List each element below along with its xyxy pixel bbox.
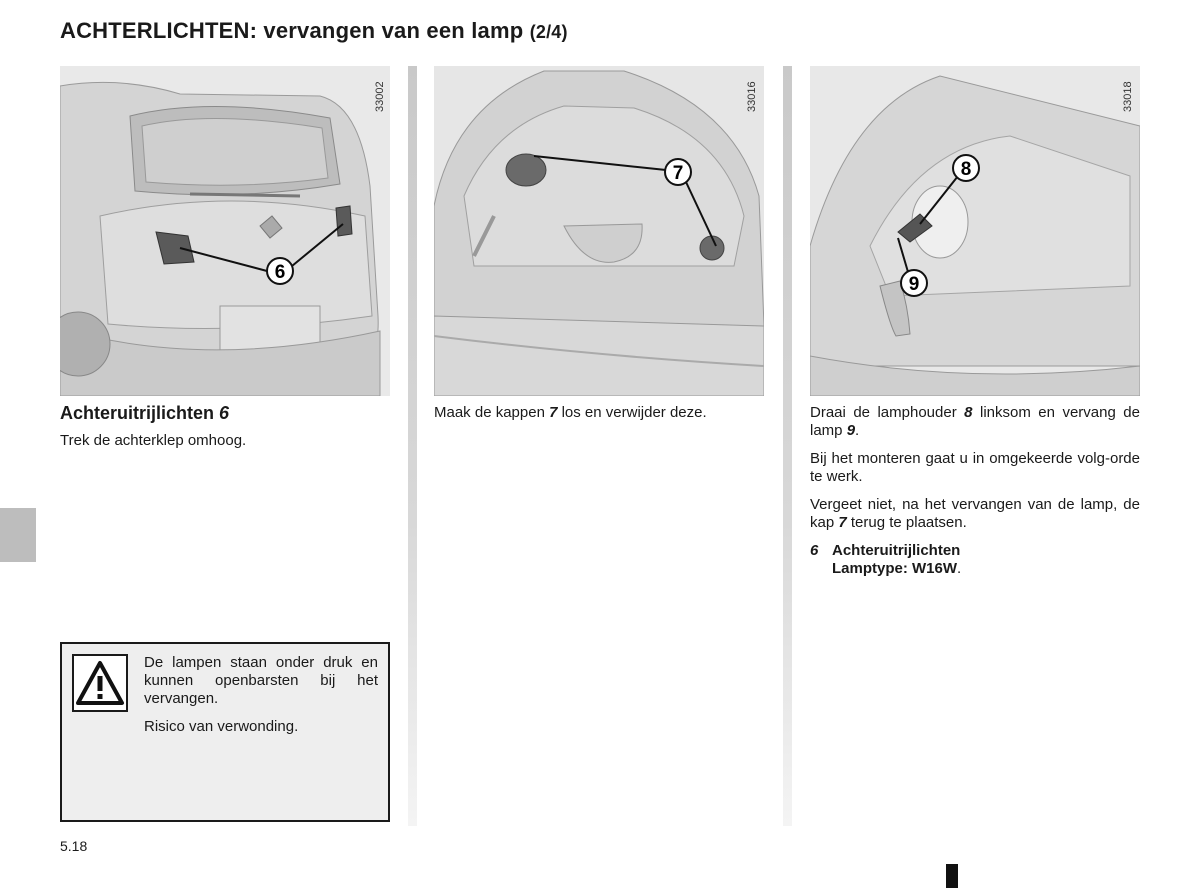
ref-number: 7 [838,514,847,531]
figure-code: 33018 [1122,81,1134,112]
legend-text [832,542,961,578]
page-title-part: (2/4) [529,22,568,42]
text-run: Maak de kappen [434,404,550,421]
legend-item [810,542,1140,578]
legend-line: Lamptype: W16W [832,560,958,577]
text-run: terug te plaatsen. [846,514,967,531]
page-number: 5.18 [60,838,88,854]
instruction-step [810,404,1140,440]
text-run: . [855,422,860,439]
instruction-note [810,496,1140,532]
figure-code: 33002 [374,81,386,112]
warning-paragraph: De lampen staan onder druk en kunnen openbarsten bij het vervangen. [144,654,378,707]
figure-tailgate-inside [434,66,764,396]
warning-text [144,654,378,746]
page-corner-mark [946,864,958,888]
section-heading-ref: 6 [219,403,230,423]
column-2-text [434,404,764,432]
chapter-tab [0,508,36,562]
lamp-holder-illustration [810,66,1140,396]
instruction-step: Trek de achterklep omhoog. [60,432,247,449]
figure-code: 33016 [746,81,758,112]
ref-number: 9 [846,422,856,439]
tailgate-illustration [434,66,764,396]
legend-number: 6 [810,542,819,559]
figure-lamp-holder [810,66,1140,396]
text-run: Draai de lamphouder [810,404,965,421]
text-run: linksom en vervang de lamp [810,404,1140,439]
callout-9: 9 [908,274,920,295]
column-1-text [60,404,390,460]
page-title-text: ACHTERLICHTEN: vervangen van een lamp [60,18,524,43]
column-3-text [810,404,1140,578]
ref-number: 8 [964,404,973,421]
column-divider-2 [783,66,792,826]
callout-7: 7 [672,163,684,184]
text-run: los en verwijder deze. [557,404,707,421]
ref-number: 7 [549,404,558,421]
figure-car-rear [60,66,390,396]
legend-line: Achteruitrijlichten [832,542,961,559]
section-heading-text: Achteruitrijlichten [60,403,215,423]
instruction-note: Bij het monteren gaat u in omgekeerde volg-orde te werk. [810,450,1140,485]
car-rear-illustration [60,66,390,396]
callout-6: 6 [274,262,286,283]
warning-paragraph: Risico van verwonding. [144,718,299,735]
warning-triangle-icon [72,654,128,712]
page-title [60,18,568,44]
section-heading [60,404,390,422]
text-run: Vergeet niet, na het vervangen van de lamp, de kap [810,496,1140,531]
instruction-step [434,404,764,422]
warning-box [60,642,390,822]
column-divider-1 [408,66,417,826]
callout-8: 8 [960,159,972,180]
legend-suffix: . [957,560,962,577]
